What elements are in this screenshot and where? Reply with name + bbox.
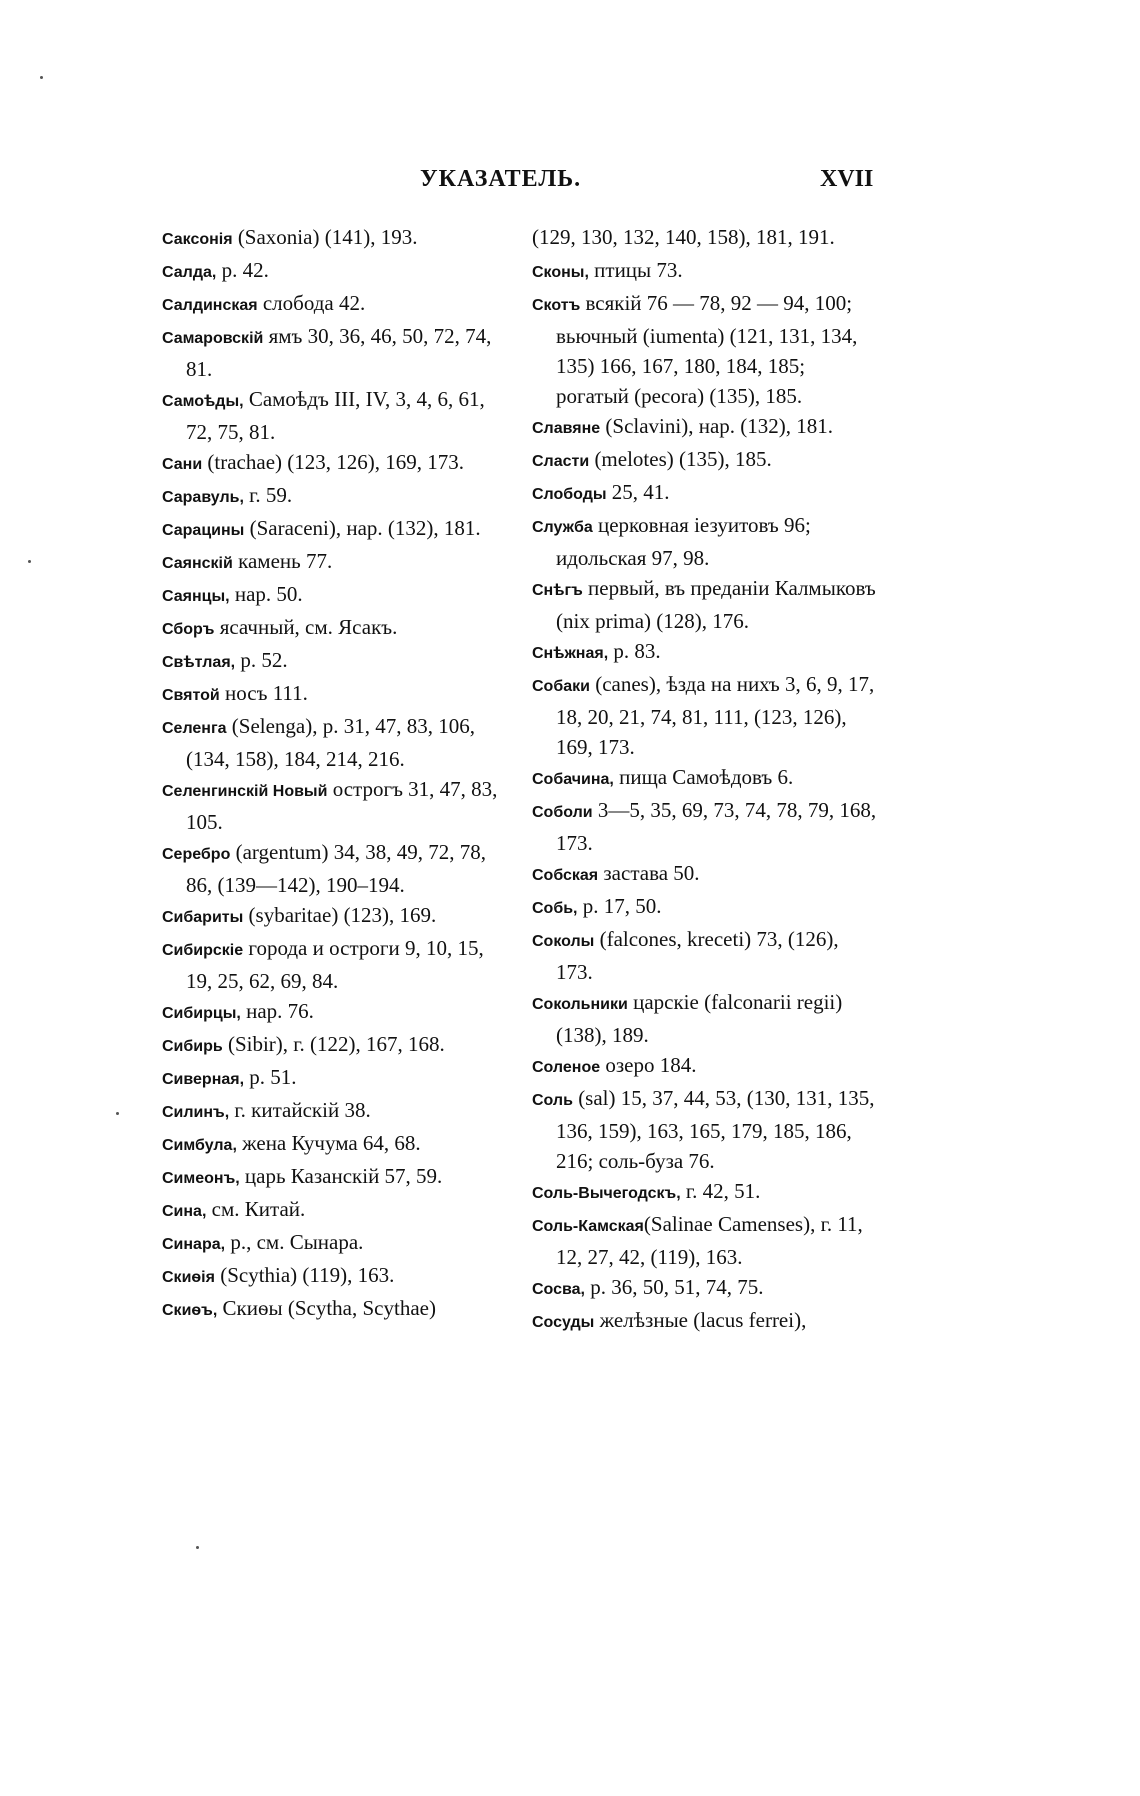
scan-speck [28,560,31,563]
entry-headword: Сборъ [162,621,215,638]
entry-text: р. 42. [216,258,269,282]
entry-headword: Симеонъ, [162,1170,240,1187]
entry-headword: Сиверная, [162,1071,245,1088]
entry-text: см. Китай. [206,1197,306,1221]
index-entry [162,1128,512,1161]
entry-text: ямъ 30, 36, 46, 50, 72, 74, 81. [186,324,492,381]
entry-headword: Собь, [532,900,578,917]
index-entry [162,1227,512,1260]
index-entry [162,645,512,678]
entry-headword: Собская [532,867,599,884]
index-entry [532,762,877,795]
entry-text: царь Казанскій 57, 59. [239,1164,443,1188]
index-entry [162,579,512,612]
entry-headword: Соболи [532,804,593,821]
entry-text: р. 51. [244,1065,297,1089]
entry-text: р. 36, 50, 51, 74, 75. [584,1275,764,1299]
index-entry [532,795,877,858]
entry-text: озеро 184. [600,1053,697,1077]
entry-text: (Sibir), г. (122), 167, 168. [222,1032,445,1056]
entry-text: (argentum) 34, 38, 49, 72, 78, 86, (139—142), 190–194. [186,840,487,897]
entry-text: царскіе (falconarii regii) (138), 189. [556,990,843,1047]
entry-headword: Сосуды [532,1314,595,1331]
index-entry [532,1176,877,1209]
entry-headword: Саравуль, [162,489,244,506]
entry-headword: Саксонія [162,231,233,248]
entry-text: всякій 76 — 78, 92 — 94, 100; вьючный (iumenta) (121, 131, 134, 135) 166, 167, 180, 184, 185; рогатый (pecora) (135), 185. [556,291,858,408]
entry-headword: Саянскій [162,555,233,572]
entry-headword: Сокольники [532,996,628,1013]
index-column-left [162,222,512,1326]
page-number: XVII [820,166,874,192]
entry-headword: Собаки [532,678,590,695]
entry-headword: Скиѳія [162,1269,215,1286]
index-entry [532,1272,877,1305]
entry-text: ясачный, см. Ясакъ. [214,615,398,639]
entry-headword: Саянцы, [162,588,230,605]
index-entry [162,255,512,288]
entry-text: жена Кучума 64, 68. [236,1131,421,1155]
index-entry [162,996,512,1029]
index-entry [162,612,512,645]
index-entry [532,1050,877,1083]
entry-text: р. 52. [235,648,288,672]
index-entry [532,1209,877,1272]
entry-text: (trachae) (123, 126), 169, 173. [202,450,464,474]
entry-text: желѣзные (lacus ferrei), [594,1308,807,1332]
index-entry [162,1161,512,1194]
entry-text: (canes), ѣзда на нихъ 3, 6, 9, 17, 18, 20, 21, 74, 81, 111, (123, 126), 169, 173. [556,672,875,759]
entry-headword: Сибариты [162,909,244,926]
entry-text: (sybaritae) (123), 169. [243,903,437,927]
entry-headword: Салда, [162,264,217,281]
entry-text: Скиѳы (Scytha, Scythae) [217,1296,436,1320]
index-entry [532,924,877,987]
entry-headword: Силинъ, [162,1104,230,1121]
entry-text: (Scythia) (119), 163. [214,1263,395,1287]
index-entry [162,774,512,837]
entry-headword: Соль [532,1092,573,1109]
entry-text: города и остроги 9, 10, 15, 19, 25, 62, 69, 84. [186,936,484,993]
entry-headword: Соль-Камская [532,1218,644,1235]
index-entry [162,1062,512,1095]
entry-text: (Saxonia) (141), 193. [232,225,418,249]
index-entry [162,1260,512,1293]
index-entry [532,288,877,411]
entry-headword: Свѣтлая, [162,654,236,671]
entry-text: (Saraceni), нар. (132), 181. [244,516,481,540]
index-entry [162,1194,512,1227]
entry-text: Самоѣдъ III, IV, 3, 4, 6, 61, 72, 75, 81. [186,387,485,444]
entry-text: камень 77. [232,549,333,573]
index-entry [162,513,512,546]
entry-headword: Снѣжная, [532,645,609,662]
entry-headword: Сани [162,456,203,473]
entry-text: р. 17, 50. [577,894,662,918]
index-entry [162,711,512,774]
index-entry [162,288,512,321]
entry-text: (melotes) (135), 185. [589,447,772,471]
entry-headword: Синара, [162,1236,226,1253]
entry-headword: Собачина, [532,771,614,788]
index-entry [532,1083,877,1176]
entry-text: птицы 73. [588,258,683,282]
index-entry [162,933,512,996]
entry-headword: Снѣгъ [532,582,583,599]
entry-text: (Sclavini), нар. (132), 181. [600,414,833,438]
index-entry [162,384,512,447]
index-entry [532,987,877,1050]
entry-text: 3—5, 35, 69, 73, 74, 78, 79, 168, 173. [556,798,877,855]
entry-headword: Сина, [162,1203,207,1220]
entry-text: г. китайскій 38. [229,1098,371,1122]
entry-headword: Служба [532,519,593,536]
entry-text: пища Самоѣдовъ 6. [613,765,794,789]
index-entry [532,891,877,924]
index-entry [532,411,877,444]
entry-headword: Серебро [162,846,231,863]
entry-text: острогъ 31, 47, 83, 105. [186,777,498,834]
entry-headword: Симбула, [162,1137,237,1154]
entry-headword: Сибирь [162,1038,223,1055]
index-entry [162,1293,512,1326]
entry-text: нар. 76. [240,999,314,1023]
index-entry [532,510,877,573]
scan-speck [116,1112,119,1115]
index-entry [162,837,512,900]
entry-text: г. 59. [243,483,293,507]
entry-text: р. 83. [608,639,661,663]
entry-headword: Самоѣды, [162,393,244,410]
entry-headword: Соль-Вычегодскъ, [532,1185,681,1202]
index-entry [532,636,877,669]
entry-headword: Соколы [532,933,595,950]
index-entry [162,321,512,384]
entry-headword: Сибирскіе [162,942,244,959]
index-entry [532,255,877,288]
scan-speck [196,1546,199,1549]
entry-text: церковная іезуитовъ 96; идольская 97, 98. [556,513,811,570]
entry-text: застава 50. [598,861,700,885]
index-entry [532,573,877,636]
index-entry [532,669,877,762]
entry-text: (Salinae Camenses), г. 11, 12, 27, 42, (119), 163. [556,1212,863,1269]
entry-text: носъ 111. [219,681,308,705]
entry-headword: Сласти [532,453,590,470]
entry-headword: Скиѳъ, [162,1302,218,1319]
entry-text: р., см. Сынара. [225,1230,364,1254]
index-entry [532,1305,877,1338]
index-entry [532,477,877,510]
entry-headword: Сибирцы, [162,1005,241,1022]
running-head-title: УКАЗАТЕЛЬ. [420,166,582,192]
index-entry [532,444,877,477]
index-entry [162,678,512,711]
index-column-right [532,222,877,1338]
index-entry [532,222,877,255]
index-entry [162,480,512,513]
index-entry [162,1029,512,1062]
entry-headword: Салдинская [162,297,258,314]
entry-text: слобода 42. [257,291,366,315]
entry-text: г. 42, 51. [680,1179,761,1203]
entry-text: первый, въ преданіи Калмыковъ (nix prima) (128), 176. [556,576,876,633]
scan-speck [40,76,43,79]
index-entry [162,546,512,579]
entry-text: (Selenga), р. 31, 47, 83, 106, (134, 158), 184, 214, 216. [186,714,475,771]
index-entry [532,858,877,891]
entry-headword: Сосва, [532,1281,585,1298]
entry-headword: Соленое [532,1059,601,1076]
index-entry [162,447,512,480]
entry-text: (falcones, kreceti) 73, (126), 173. [556,927,839,984]
entry-text: 25, 41. [606,480,670,504]
entry-headword: Сконы, [532,264,589,281]
entry-headword: Скотъ [532,297,581,314]
entry-text: нар. 50. [229,582,303,606]
entry-headword: Селенга [162,720,227,737]
entry-text: (129, 130, 132, 140, 158), 181, 191. [532,225,835,249]
entry-text: (sal) 15, 37, 44, 53, (130, 131, 135, 136, 159), 163, 165, 179, 185, 186, 216; соль-буза 76. [556,1086,875,1173]
entry-headword: Сарацины [162,522,245,539]
entry-headword: Самаровскій [162,330,264,347]
entry-headword: Слободы [532,486,607,503]
entry-headword: Славяне [532,420,601,437]
entry-headword: Святой [162,687,220,704]
entry-headword: Селенгинскій Новый [162,783,328,800]
index-entry [162,900,512,933]
index-entry [162,222,512,255]
index-entry [162,1095,512,1128]
